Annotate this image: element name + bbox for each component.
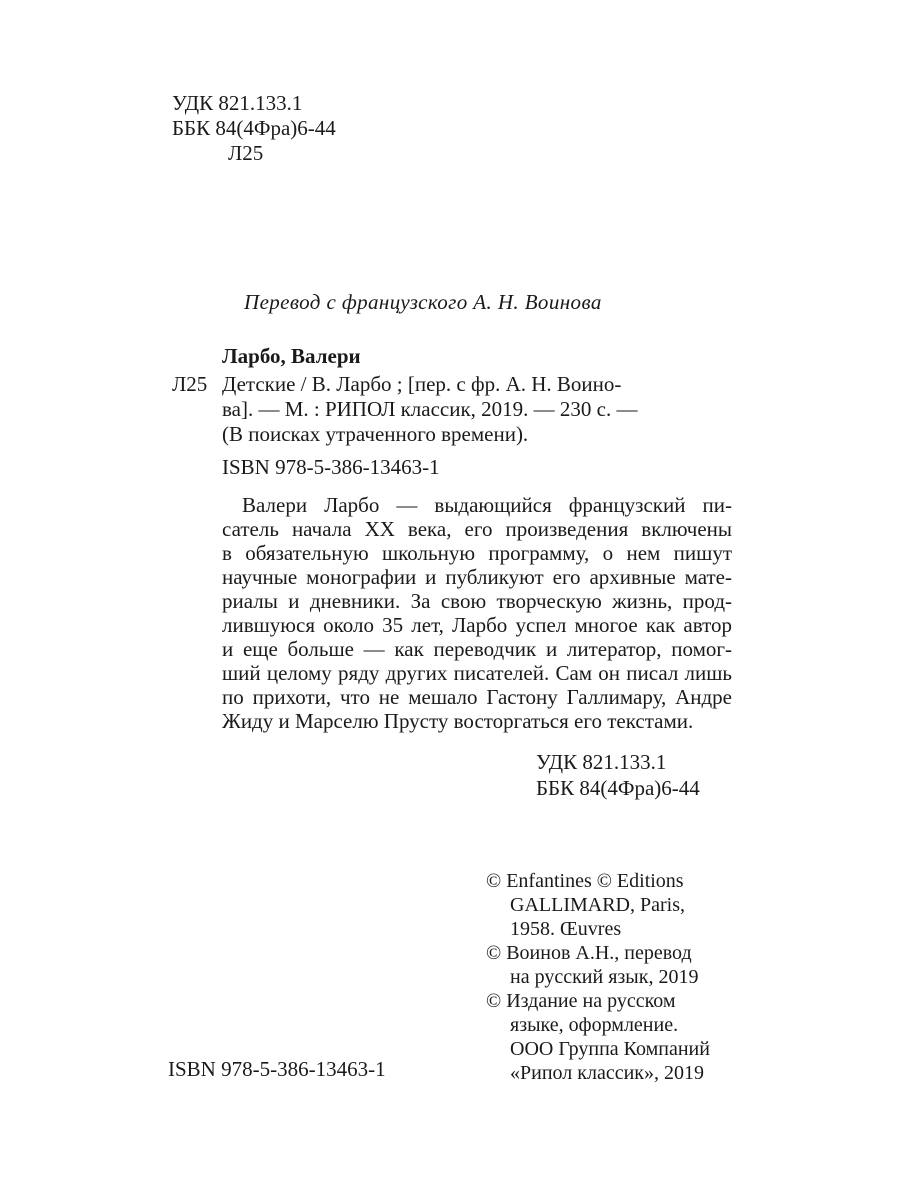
author-heading: Ларбо, Валери (222, 344, 361, 368)
annotation-line: ший целому ряду других писателей. Сам он писал лишь (222, 661, 732, 685)
copyright-line: языке, оформление. (510, 1014, 679, 1036)
bibliographic-description (222, 372, 732, 447)
annotation-line: лившуюся около 35 лет, Ларбо успел многое как автор (222, 613, 732, 637)
copyright-line: © Издание на русском (486, 990, 676, 1012)
annotation-line: сатель начала XX века, его произведения включены (222, 517, 732, 541)
annotation-line: риалы и дневники. За свою творческую жизнь, прод- (222, 589, 732, 613)
classification-block-top (172, 91, 336, 166)
copyright-line: © Enfantines © Editions (486, 870, 684, 892)
annotation (222, 493, 732, 733)
annotation-line: и еще больше — как переводчик и литератор, помог- (222, 637, 732, 661)
udk-code: УДК 821.133.1 (172, 91, 303, 115)
annotation-line: Валери Ларбо — выдающийся французский пи- (242, 493, 732, 517)
isbn-footer: ISBN 978-5-386-13463-1 (168, 1057, 386, 1081)
translator-credit: Перевод с французского А. Н. Воинова (244, 290, 602, 314)
biblio-line: (В поисках утраченного времени). (222, 422, 529, 446)
annotation-line: по прихоти, что не мешало Гастону Галлимару, Андре (222, 685, 732, 709)
annotation-line: научные монографии и публикуют его архивные мате- (222, 565, 732, 589)
bbk-code: ББК 84(4Фра)6-44 (172, 116, 336, 140)
biblio-line: ва]. — М. : РИПОЛ классик, 2019. — 230 с. — (222, 397, 638, 421)
copyright-line: «Рипол классик», 2019 (510, 1062, 704, 1084)
isbn-entry: ISBN 978-5-386-13463-1 (222, 455, 440, 479)
author-mark: Л25 (228, 141, 264, 165)
copyright-notice (486, 869, 710, 1085)
copyright-line: ООО Группа Компаний (510, 1038, 710, 1060)
biblio-line: Детские / В. Ларбо ; [пер. с фр. А. Н. Воино- (222, 372, 622, 396)
bbk-code: ББК 84(4Фра)6-44 (536, 776, 700, 800)
copyright-line: 1958. Œuvres (510, 918, 622, 940)
classification-block-bottom (536, 749, 700, 801)
copyright-line: © Воинов А.Н., перевод (486, 942, 692, 964)
udk-code: УДК 821.133.1 (536, 750, 667, 774)
annotation-line: Жиду и Марселю Прусту восторгаться его текстами. (222, 709, 694, 733)
copyright-line: на русский язык, 2019 (510, 966, 699, 988)
copyright-line: GALLIMARD, Paris, (510, 894, 685, 916)
entry-author-mark: Л25 (172, 372, 208, 396)
annotation-line: в обязательную школьную программу, о нем пишут (222, 541, 732, 565)
